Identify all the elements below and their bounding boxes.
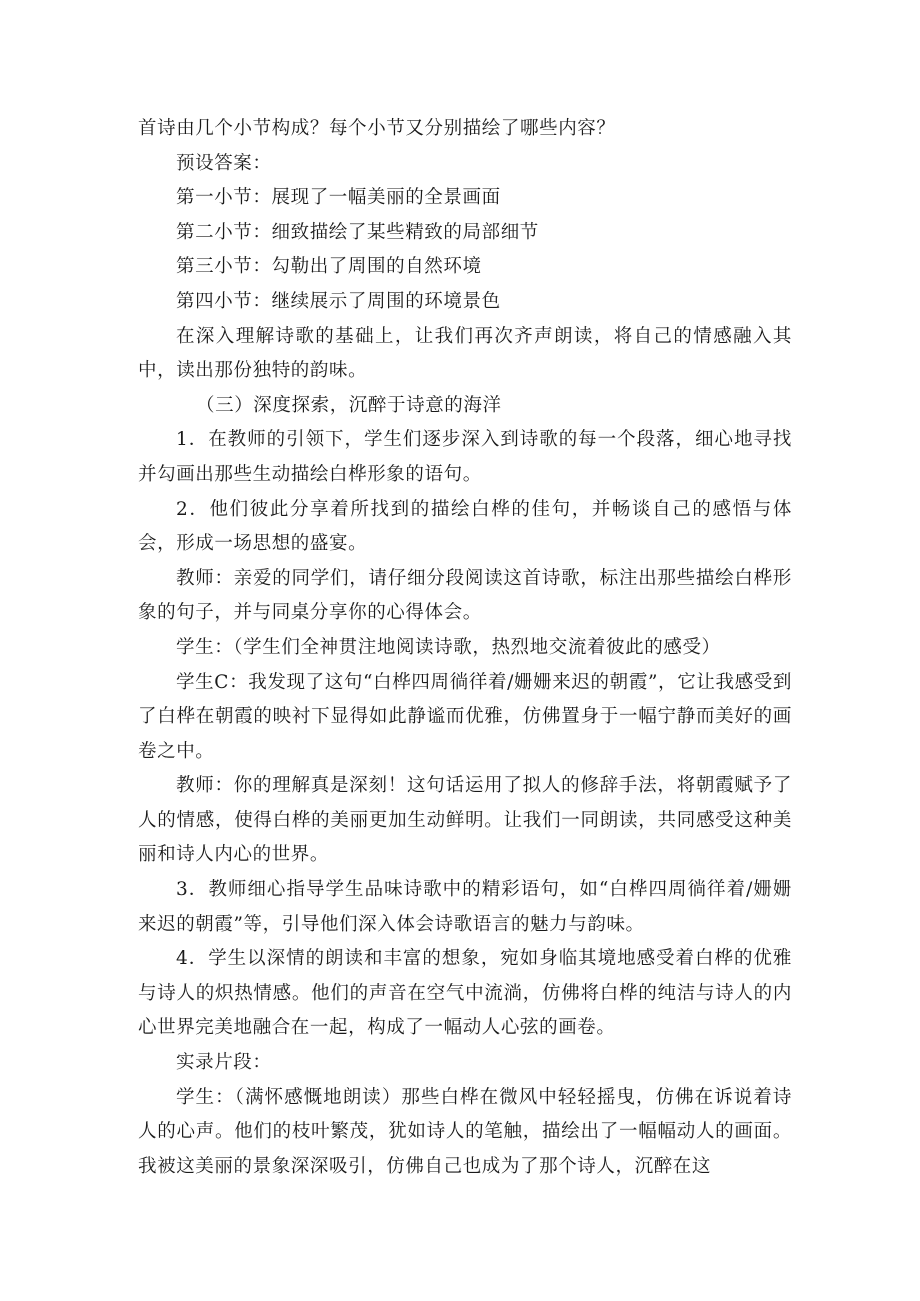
- paragraph-section-1: 第一小节：展现了一幅美丽的全景画面: [176, 187, 501, 209]
- paragraph-record-label: 实录片段：: [176, 1052, 272, 1074]
- paragraph-section-2: 第二小节：细致描绘了某些精致的局部细节: [176, 221, 539, 243]
- paragraph-student-reading: 学生：（满怀感慨地朗读）那些白桦在微风中轻轻摇曳，仿佛在诉说着诗人的心声。他们的枝叶繁茂，犹如诗人的笔触，描绘出了一幅幅动人的画面。我被这美丽的景象深深吸引，仿佛自己也成为了那个诗人，沉醉在这: [138, 1086, 792, 1177]
- paragraph-teacher-1: 教师：亲爱的同学们，请仔细分段阅读这首诗歌，标注出那些描绘白桦形象的句子，并与同桌分享你的心得体会。: [138, 567, 792, 624]
- paragraph-teacher-2: 教师：你的理解真是深刻！这句话运用了拟人的修辞手法，将朝霞赋予了人的情感，使得白桦的美丽更加生动鲜明。让我们一同朗读，共同感受这种美丽和诗人内心的世界。: [138, 775, 792, 866]
- paragraph-step-4: 4．学生以深情的朗读和丰富的想象，宛如身临其境地感受着白桦的优雅与诗人的炽热情感。他们的声音在空气中流淌，仿佛将白桦的纯洁与诗人的内心世界完美地融合在一起，构成了一幅动人心弦的画卷。: [138, 948, 792, 1039]
- paragraph-continuation: 首诗由几个小节构成？每个小节又分别描绘了哪些内容？: [138, 118, 616, 139]
- section-heading: （三）深度探索，沉醉于诗意的海洋: [196, 394, 502, 416]
- paragraph-student-c: 学生C：我发现了这句“白桦四周徜徉着/姗姗来迟的朝霞”，它让我感受到了白桦在朝霞的映衬下显得如此静谧而优雅，仿佛置身于一幅宁静而美好的画卷之中。: [138, 671, 792, 762]
- paragraph-reading-again: 在深入理解诗歌的基础上，让我们再次齐声朗读，将自己的情感融入其中，读出那份独特的韵味。: [138, 325, 792, 382]
- paragraph-preset-answer-label: 预设答案：: [176, 152, 272, 174]
- paragraph-step-1: 1．在教师的引领下，学生们逐步深入到诗歌的每一个段落，细心地寻找并勾画出那些生动描绘白桦形象的语句。: [138, 429, 792, 485]
- paragraph-section-4: 第四小节：继续展示了周围的环境景色: [176, 290, 501, 312]
- paragraph-students: 学生：（学生们全神贯注地阅读诗歌，热烈地交流着彼此的感受）: [176, 636, 721, 658]
- paragraph-step-3: 3．教师细心指导学生品味诗歌中的精彩语句，如“白桦四周徜徉着/姗姗来迟的朝霞”等，引导他们深入体会诗歌语言的魅力与韵味。: [138, 879, 792, 935]
- paragraph-section-3: 第三小节：勾勒出了周围的自然环境: [176, 256, 482, 278]
- paragraph-step-2: 2．他们彼此分享着所找到的描绘白桦的佳句，并畅谈自己的感悟与体会，形成一场思想的盛宴。: [138, 498, 792, 555]
- document-body: [138, 112, 792, 1184]
